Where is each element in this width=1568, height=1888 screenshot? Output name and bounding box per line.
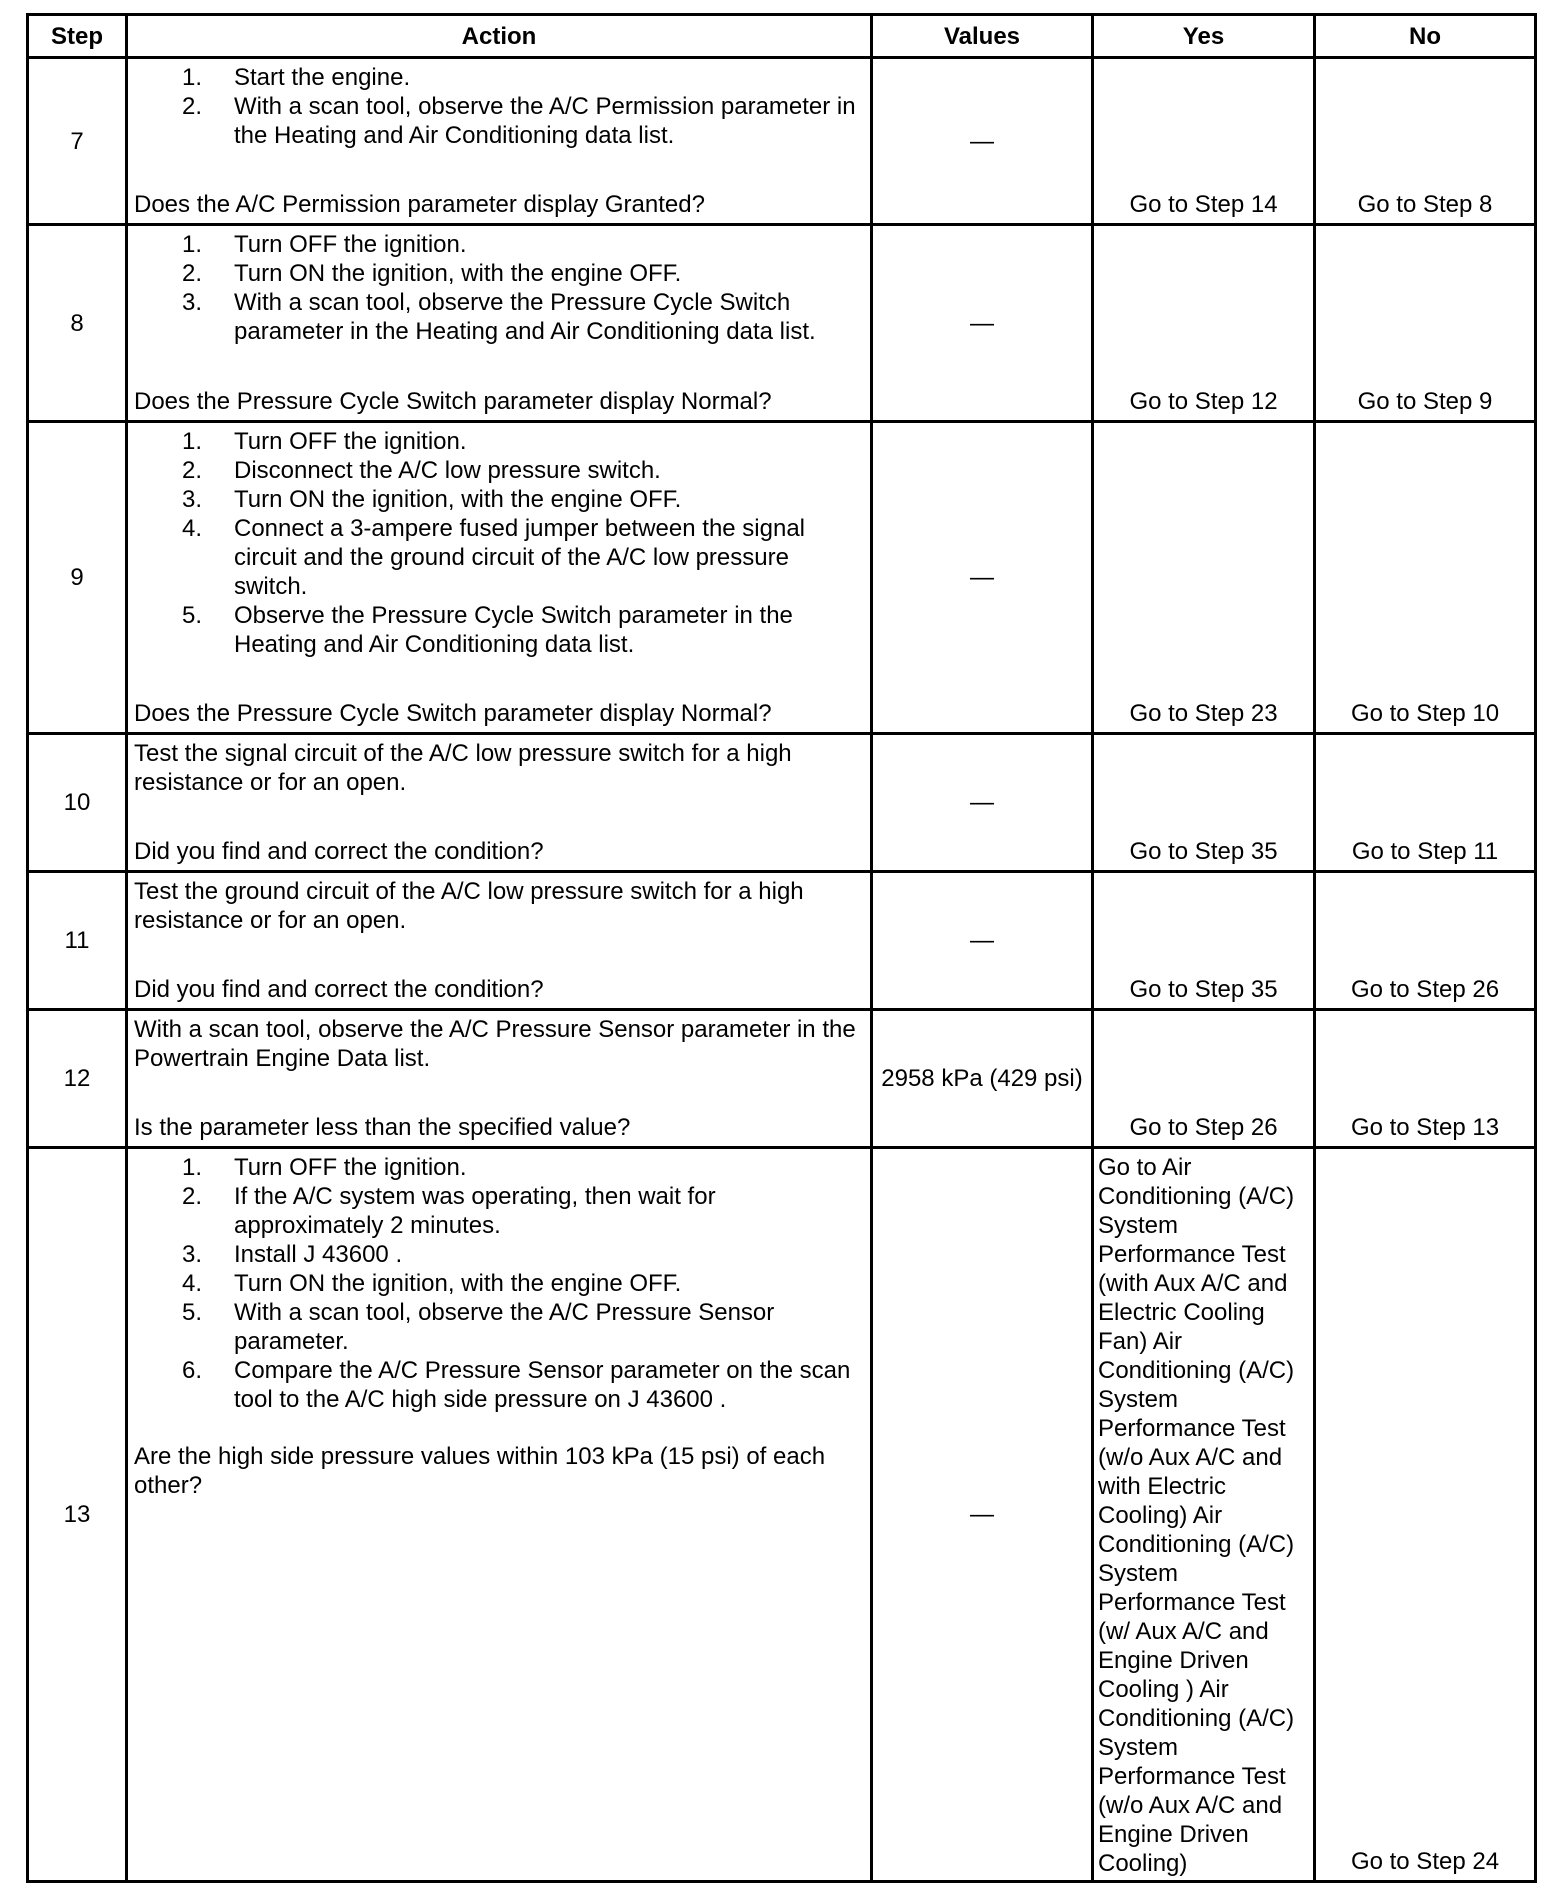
action-list — [134, 63, 862, 150]
action-list — [134, 230, 862, 346]
header-step: Step — [28, 15, 127, 58]
action-cell — [127, 225, 872, 422]
action-text: Test the signal circuit of the A/C low pressure switch for a high resistance or for an open. — [134, 740, 792, 796]
list-item: 2. Turn ON the ignition, with the engine OFF. — [182, 260, 682, 287]
list-item: 3. Turn ON the ignition, with the engine OFF. — [182, 486, 682, 513]
action-cell — [127, 872, 872, 1010]
no-goto: Go to Step 9 — [1357, 388, 1493, 415]
action-cell — [127, 422, 872, 734]
step-number: 12 — [28, 1010, 127, 1148]
table-row — [28, 1010, 1536, 1148]
table-row — [28, 225, 1536, 422]
header-row — [28, 15, 1536, 58]
yes-goto: Go to Step 23 — [1129, 700, 1278, 727]
value-cell: — — [872, 225, 1093, 422]
action-cell — [127, 58, 872, 225]
no-goto: Go to Step 26 — [1350, 976, 1500, 1003]
no-cell — [1315, 1148, 1536, 1882]
header-no: No — [1315, 15, 1536, 58]
yes-goto: Go to Step 35 — [1129, 838, 1278, 865]
list-item: 3. Install J 43600 . — [182, 1241, 403, 1268]
step-number: 13 — [28, 1148, 127, 1882]
action-list — [134, 427, 862, 659]
yes-goto: Go to Step 14 — [1129, 191, 1278, 218]
action-question: Does the Pressure Cycle Switch parameter display Normal? — [134, 388, 772, 415]
no-goto: Go to Step 8 — [1357, 191, 1493, 218]
diagnostic-table-wrapper — [26, 13, 1534, 1883]
no-cell — [1315, 58, 1536, 225]
action-cell — [127, 1010, 872, 1148]
yes-goto: Go to Step 26 — [1129, 1114, 1278, 1141]
action-question: Are the high side pressure values within 103 kPa (15 psi) of each other? — [134, 1443, 826, 1499]
table-row — [28, 422, 1536, 734]
value-cell: — — [872, 734, 1093, 872]
yes-cell — [1093, 58, 1315, 225]
yes-cell — [1093, 872, 1315, 1010]
list-item: 5. Observe the Pressure Cycle Switch parameter in the Heating and Air Conditioning data list. — [182, 602, 793, 658]
list-item: 2. With a scan tool, observe the A/C Permission parameter in the Heating and Air Conditioning data list. — [182, 93, 856, 149]
action-question: Did you find and correct the condition? — [134, 976, 544, 1003]
list-item: 4. Turn ON the ignition, with the engine OFF. — [182, 1270, 682, 1297]
yes-cell — [1093, 734, 1315, 872]
action-text: Test the ground circuit of the A/C low pressure switch for a high resistance or for an open. — [134, 878, 804, 934]
value-cell: — — [872, 1148, 1093, 1882]
list-item: 6. Compare the A/C Pressure Sensor parameter on the scan tool to the A/C high side pressure on J 43600 . — [182, 1357, 851, 1413]
list-item: 1. Turn OFF the ignition. — [182, 428, 467, 455]
table-row — [28, 872, 1536, 1010]
list-item: 2. If the A/C system was operating, then wait for approximately 2 minutes. — [182, 1183, 716, 1239]
no-goto: Go to Step 13 — [1350, 1114, 1500, 1141]
action-question: Is the parameter less than the specified value? — [134, 1114, 631, 1141]
header-values: Values — [872, 15, 1093, 58]
table-row — [28, 734, 1536, 872]
yes-goto: Go to Step 35 — [1129, 976, 1278, 1003]
yes-goto: Go to Step 12 — [1129, 388, 1278, 415]
table-row — [28, 58, 1536, 225]
action-question: Did you find and correct the condition? — [134, 838, 544, 865]
yes-cell — [1093, 1010, 1315, 1148]
diagnostic-table — [26, 13, 1537, 1883]
header-action: Action — [127, 15, 872, 58]
list-item: 4. Connect a 3-ampere fused jumper between the signal circuit and the ground circuit of the A/C low pressure switch. — [182, 515, 806, 600]
step-number: 7 — [28, 58, 127, 225]
list-item: 3. With a scan tool, observe the Pressure Cycle Switch parameter in the Heating and Air Conditioning data list. — [182, 289, 816, 345]
yes-goto: Go to Air Conditioning (A/C) System Performance Test (with Aux A/C and Electric Cooling Fan) Air Conditioning (A/C) System Performance Test (w/o Aux A/C and with Electric Cooling) Air Conditioning (A/C) System Performance Test (w/ Aux A/C and Engine Driven Cooling ) Air Conditioning (A/C) System Performance Test (w/o Aux A/C and Engine Driven Cooling) — [1098, 1154, 1295, 1877]
action-list — [134, 1153, 862, 1414]
value-cell: — — [872, 58, 1093, 225]
yes-cell — [1093, 225, 1315, 422]
list-item: 1. Turn OFF the ignition. — [182, 231, 467, 258]
no-cell — [1315, 422, 1536, 734]
no-cell — [1315, 872, 1536, 1010]
no-cell — [1315, 1010, 1536, 1148]
no-cell — [1315, 734, 1536, 872]
action-question: Does the Pressure Cycle Switch parameter display Normal? — [134, 700, 772, 727]
list-item: 5. With a scan tool, observe the A/C Pressure Sensor parameter. — [182, 1299, 775, 1355]
value-cell: — — [872, 872, 1093, 1010]
no-goto: Go to Step 24 — [1350, 1848, 1500, 1875]
action-cell — [127, 734, 872, 872]
action-text: With a scan tool, observe the A/C Pressure Sensor parameter in the Powertrain Engine Data list. — [134, 1016, 856, 1072]
no-goto: Go to Step 11 — [1351, 838, 1499, 865]
action-cell — [127, 1148, 872, 1882]
list-item: 1. Start the engine. — [182, 64, 411, 91]
header-yes: Yes — [1093, 15, 1315, 58]
step-number: 8 — [28, 225, 127, 422]
list-item: 1. Turn OFF the ignition. — [182, 1154, 467, 1181]
action-question: Does the A/C Permission parameter display Granted? — [134, 191, 705, 218]
no-cell — [1315, 225, 1536, 422]
yes-cell — [1093, 422, 1315, 734]
value-cell: 2958 kPa (429 psi) — [872, 1010, 1093, 1148]
table-row — [28, 1148, 1536, 1882]
yes-cell — [1093, 1148, 1315, 1882]
no-goto: Go to Step 10 — [1350, 700, 1500, 727]
step-number: 9 — [28, 422, 127, 734]
list-item: 2. Disconnect the A/C low pressure switch. — [182, 457, 661, 484]
step-number: 11 — [28, 872, 127, 1010]
value-cell: — — [872, 422, 1093, 734]
step-number: 10 — [28, 734, 127, 872]
